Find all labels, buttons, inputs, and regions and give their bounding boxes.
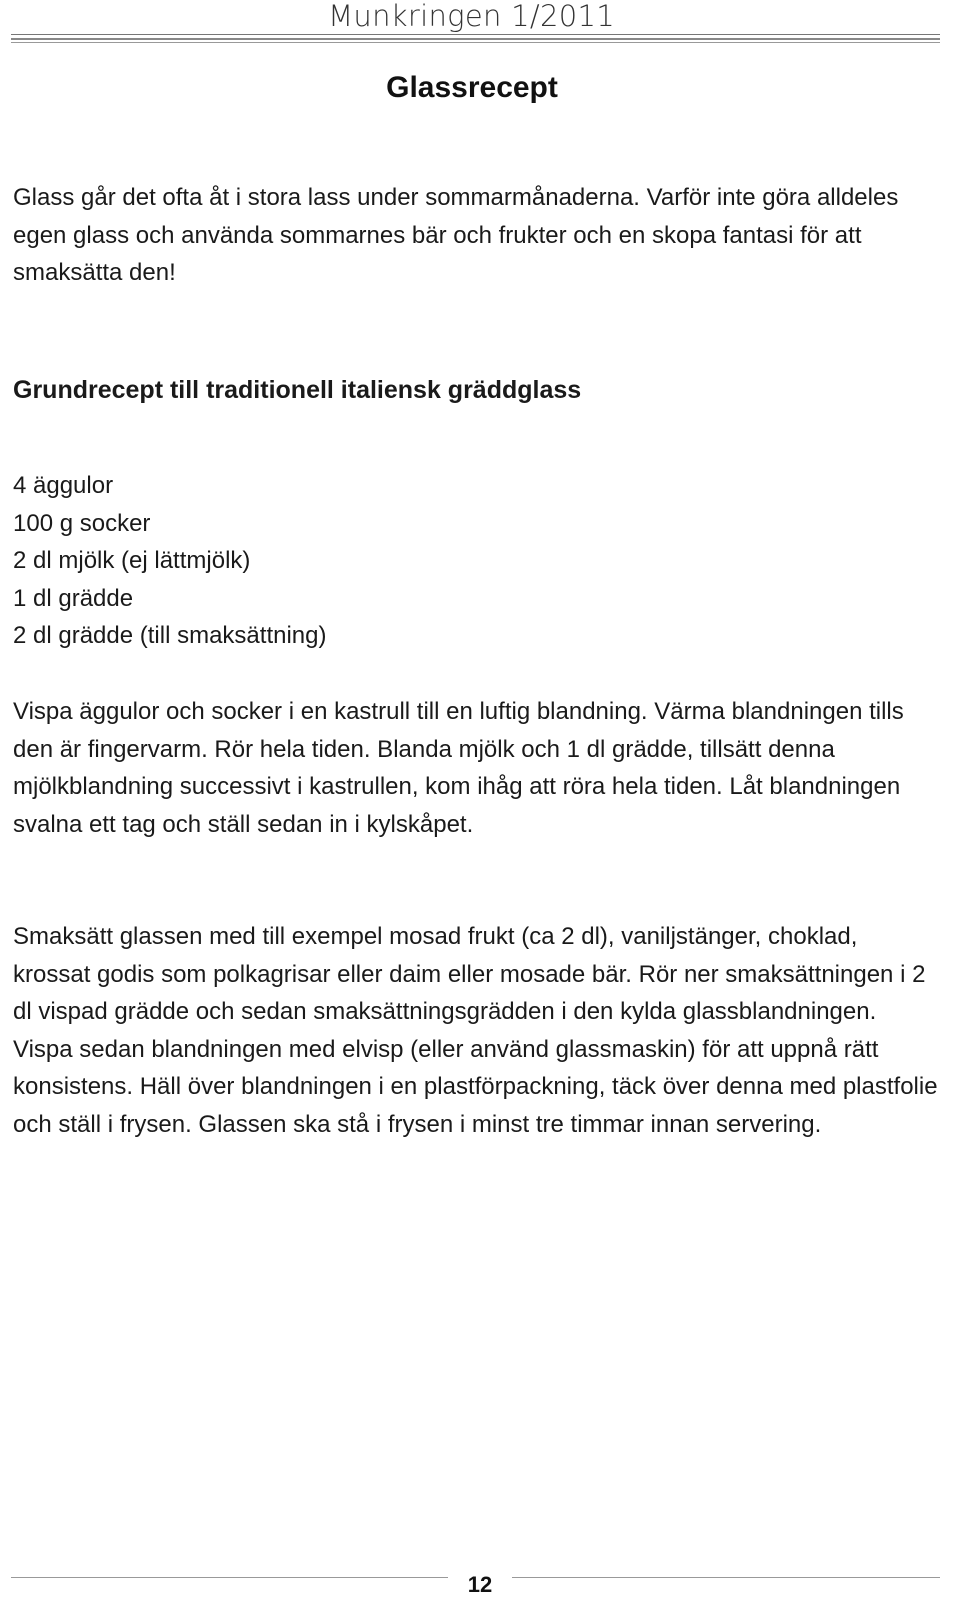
header-rule [11, 38, 940, 40]
ingredient-item: 2 dl grädde (till smaksättning) [13, 622, 327, 649]
method-paragraph: Smaksätt glassen med till exempel mosad frukt (ca 2 dl), vaniljstänger, choklad, krossat godis som polkagrisar eller daim eller mosade bär. Rör ner smaksättningen i 2 dl vispad grädde och sedan smaksättningsgrädden i den kylda glassblandningen. Vispa sedan blandningen med elvisp (eller använd glassmaskin) för att uppnå rätt konsistens. Häll över blandningen i en plastförpackning, täck över denna med plastfolie och ställ i frysen. Glassen ska stå i frysen i minst tre timmar innan servering. [13, 923, 938, 1138]
ingredient-item: 100 g socker [13, 509, 151, 537]
recipe-heading: Grundrecept till traditionell italiensk gräddglass [13, 376, 582, 404]
running-header: Munkringen 1/2011 [328, 0, 615, 33]
ingredient-item: 4 äggulor [13, 472, 114, 499]
page-title: Glassrecept [386, 71, 558, 104]
footer-rule [11, 1577, 448, 1578]
ingredient-item: 1 dl grädde [13, 584, 134, 612]
ingredient-list [13, 467, 326, 655]
method-paragraph: Vispa äggulor och socker i en kastrull till en luftig blandning. Värma blandningen tills den är fingervarm. Rör hela tiden. Blanda mjölk och 1 dl grädde, tillsätt denna mjölkblandning successivt i kastrullen, kom ihåg att röra hela tiden. Låt blandningen svalna ett tag och ställ sedan in i kylskåpet. [13, 698, 904, 838]
header-rule [11, 34, 940, 35]
header-rule [11, 42, 940, 43]
ingredient-item: 2 dl mjölk (ej lättmjölk) [13, 547, 251, 574]
footer-rule [512, 1577, 940, 1578]
intro-paragraph: Glass går det ofta åt i stora lass under sommarmånaderna. Varför inte göra alldeles egen glass och använda sommarnes bär och frukter och en skopa fantasi för att smaksätta den! [13, 184, 899, 287]
page-number: 12 [467, 1572, 493, 1597]
